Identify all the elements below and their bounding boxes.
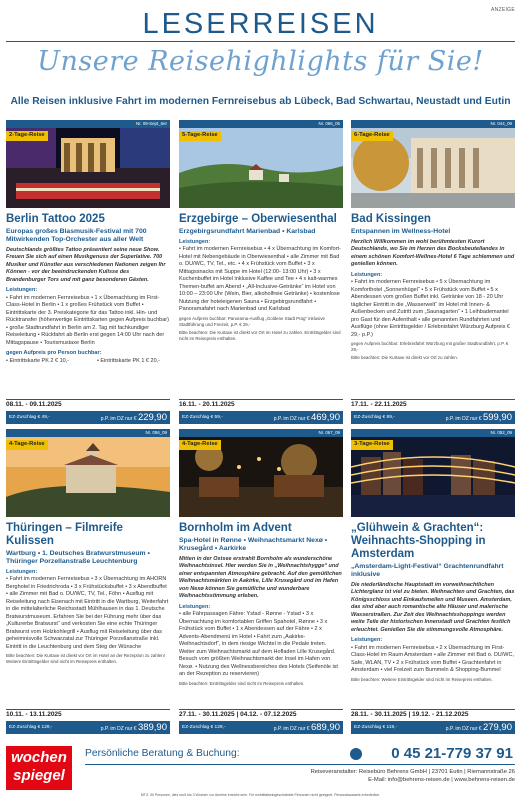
title-divider [6,41,515,42]
notice: Bitte beachten: Die Kurtaxe ist direkt vor Ort im Hotel an der Rezeption zu zahlen! Weitere Eintrittsgelder sind nicht im Reisepreis enthalten. [6,653,165,665]
script-headline: Unsere Reisehighlights für Sie! [37,46,484,77]
price-value: 229,90 [137,412,167,423]
notice: Bitte beachten: Weitere Eintrittsgelder sind nicht im Reisepreis enthalten. [351,676,493,682]
logo-line2: spiegel [13,767,65,784]
price-value: 279,90 [482,722,512,733]
extras: gegen Aufpreis buchbar: Erlebnisfahrt Würzburg mit großer Stadtrundfahrt, p.P. € 29,- [351,341,509,353]
services-label: Leistungen: [6,569,38,575]
organizer-address: Reiseveranstalter: Reisebüro Behrens GmbH | 23701 Eutin | Riemannstraße 26 [310,769,515,775]
travel-card-berlin[interactable] [6,120,170,430]
trip-title: Erzgebirge – Oberwiesenthal [179,213,337,225]
notice: Bitte beachten: Die Kurtaxe ist direkt vor Ort im Hotel zu zahlen. Eintrittsgelder sind nicht im Reisepreis enthalten. [179,329,341,341]
organizer-contact[interactable]: E-Mail: info@behrens-reisen.de | www.behrens-reisen.de [368,777,515,783]
extras-label: gegen Aufpreis pro Person buchbar: [6,350,102,357]
duration-tag: 4-Tage-Reise [6,440,48,450]
travel-dates: 17.11. - 22.11.2025 [351,399,515,408]
trip-number: Nr. 052_09 [351,429,515,437]
subtitle: Alle Reisen inklusive Fahrt im modernen Fernreisebus ab Lübeck, Bad Schwartau, Neustadt und Eutin [10,96,511,107]
booking-bar [85,745,515,765]
services-list: • Fahrt im modernen Fernreisebus • 2 x Übernachtung im First-Class-Hotel im Raum Amsterdam • alle Zimmer mit Bad o. DU/WC, Safe, WLAN, TV • 2 x Frühstück vom Buffet • Grachtenfahrt in Amsterdam • viel Freizeit zum Bummeln & Shopping-Bummel [351,644,514,674]
trip-intro: Deutschlands größtes Tattoo präsentiert seine neue Show. Freuen Sie sich auf einen Musikgenuss der Superlative. 700 Musiker und Künstler aus verschiedenen Nationen zeigen Ihr Können - vor der beeindruckenden Kulisse des Brandenburger Tors und mit ganz besonderen Gästen. [6,247,166,283]
services-list: • Fahrt im modernen Fernreisebus • 4 x Übernachtung im Komfort-Hotel mit Nebengebäude in Oberwiesenthal • alle Zimmer mit Bad o. DU/WC, TV, Tel., etc. • 4 x Frühstück vom Buffet • 3 x Mittagssnacks mit Suppe im Hotel (12:00- 13:00 Uhr) • 3 x Kuchenbuffet im Hotel inklusive Kaffee und Tee • 4 x kalt-warmes Themen-buffet am Abend • „All-Inclusive-Getränke“ im Hotel von 10:00 – 23:00 Uhr (Wein, Bier, alkoholfreie Getränke) • kostenlose Nutzung der hoteleigenen Sauna • Erzgebirgsrundfahrt • Panoramafahrt nach Marienbad und Karlsbad [179,246,341,313]
price-prefix: p.P. im DZ nur € [273,416,310,422]
price-bar [351,721,515,734]
trip-title: Bad Kissingen [351,213,431,225]
price-prefix: p.P. im DZ nur € [100,416,137,422]
price-bar [351,411,515,424]
services-label: Leistungen: [179,603,211,610]
duration-tag: 3-Tage-Reise [351,440,393,450]
price-value: 689,90 [310,722,340,733]
contact-label: Persönliche Beratung & Buchung: [85,748,240,759]
trip-number: Nr. 09-Sept_6er [6,120,170,128]
price-prefix: p.P. im DZ nur € [100,726,137,732]
trip-subtitle: „Amsterdam-Light-Festival“ Grachtenrundfahrt inklusive [351,563,504,578]
travel-dates: 08.11. - 09.11.2025 [6,399,170,408]
services-label: Leistungen: [351,637,383,644]
notice: Bitte beachten: Eintrittsgelder sind nicht im Reisepreis enthalten. [179,680,305,686]
single-supplement: EZ-Zuschlag € 119,- [354,725,398,730]
services-label: Leistungen: [6,287,38,294]
travel-card-bornholm[interactable] [179,429,343,741]
services-list: • Fahrt im modernen Fernreisebus • 5 x Übernachtung im Komforthotel „Sonnenhügel“ • 5 x Frühstück vom Buffet • 5 x Abendessen vom großen Buffet inkl. Getränke von 18 - 20 Uhr täglicher Eintritt in die „Wasserwelt“ im Hotel mit Innen- & Außenbecken und Zutritt zum „Saunagarten“ • 1 Leihbademantel pro Gast für den Aufenthalt • alle genannten Rundfahrten und Ausflüge (ohne Eintrittsgelder / Erlebnisfahrt Würzburg Aufpreis € 29,- p.P.) [351,279,510,338]
erzgebirge-photo [179,128,343,208]
price-value: 469,90 [310,412,340,423]
trip-title: Bornholm im Advent [179,522,292,534]
price-bar [6,721,170,734]
travel-dates: 10.11. - 13.11.2025 [6,709,170,718]
trip-subtitle: Spa-Hotel in Rønne • Weihnachtsmarkt Nexø • Krusegård • Aarkirke [179,537,328,552]
price-value: 599,90 [482,412,512,423]
single-supplement: EZ-Zuschlag € 129,- [182,725,226,730]
price-prefix: p.P. im DZ nur € [445,416,482,422]
trip-number: Nr. 067_09 [179,429,343,437]
trip-intro: Die niederländische Hauptstadt im vorweihnachtlichen Lichterglanz ist viel zu bieten. Weihnachten und Grachten, das Königsschloss und Einkaufsmeilen und Museen. Amsterdam, das sind aber auch romantische alte Häuser und malerische Wasserstraßen. Zur Zeit des Weihnachtsshoppings werden weite Teile der historischen Innenstadt und Grachten festlich erleuchtet. Genießen Sie die stimmungsvolle Atmosphäre. [351,582,515,633]
price-bar [179,411,343,424]
single-supplement: EZ-Zuschlag € 129,- [9,725,53,730]
price-bar [6,411,170,424]
trip-title: „Glühwein & Grachten“: Weihnachts-Shopping in Amsterdam [351,522,486,560]
extra-pk2: • Eintrittskarte PK 2 € 10,- [6,357,70,364]
price-prefix: p.P. im DZ nur € [273,726,310,732]
services-list: • Fahrt im modernen Fernreisebus • 3 x Übernachtung im AHORN Berghotel in Friedrichroda • 3 x Frühstücksbuffet • 3 x Abendbuffet • alle Zimmer mit Bad o. DU/WC, TV, Tel., Föhn • Ausflug mit Reiseleitung nach Eisenach mit Eintritt in die Wartburg, Weiterfahrt in die mittelalterliche Reichsstadt Mühlhausen in das 1. Deutsche Bratwurstmuseum. Erfahren Sie bei der Führung mehr über das „Kulturerbe Bratwurst“ und verkosten Sie eine echte Thüringer Bratwurst vom Holzkohlegrill • Ausflug mit Reiseleitung über das geheimnisvolle Schwarzatal zur Thüringer Porzellanstraße inkl. Eintritt in die Leuchtenburg und dem Steg der Wünsche [6,576,169,650]
bad-kissingen-photo [351,128,515,208]
price-prefix: p.P. im DZ nur € [445,726,482,732]
trip-subtitle: Entspannen im Wellness-Hotel [351,228,451,235]
bornholm-photo [179,437,343,517]
extras: gegen Aufpreis buchbar: Panorama-Ausflug „Goldene Stadt Prag“ inklusive Stadtführung und Freizeit, p.P. € 29,- [179,315,325,327]
trip-number: Nr. 044_09 [351,120,515,128]
phone-icon [350,748,362,760]
notice: Bitte beachten: Die Kurtaxe ist direkt vor Ort zu zahlen. [351,355,458,361]
trip-subtitle: Europas großes Blasmusik-Festival mit 700 Mitwirkenden Top-Orchester aus aller Welt [6,228,147,243]
duration-tag: 5-Tage-Reise [179,131,221,141]
anzeige-label: ANZEIGE [490,7,515,13]
trip-title: Berlin Tattoo 2025 [6,213,105,225]
travel-dates: 16.11. - 20.11.2025 [179,399,343,408]
organizer-info [311,768,515,784]
single-supplement: EZ-Zuschlag € 89,- [354,415,395,420]
services-label: Leistungen: [351,271,383,278]
fine-print: MTZ: 30 Personen, dies muß bis 3 Wochen vor Anreise erreicht sein. Für mobilitätseingeschränkte Personen nicht geeignet. Personalausweis erforderlich. [140,793,381,797]
wochenspiegel-logo [6,746,72,790]
travel-dates: 27.11. - 30.11.2025 | 04.12. - 07.12.2025 [179,709,343,718]
services-list: • Fahrt im modernen Fernreisebus • 1 x Übernachtung im First-Class-Hotel in Berlin • 1 x großes Frühstück vom Buffet • Eintrittskarte der 3. Preiskategorie für das Tattoo inkl. Hin- und Rücktransfer (höherwertige Eintrittskarten gegen Aufpreis buchbar) • große Stadtrundfahrt in Berlin am 2. Tag mit fachkundiger Reiseleitung • Rückfahrt ab Berlin erst gegen 14:00 Uhr nach der Mittagspause • Tourismustaxe Berlin [6,294,169,346]
trip-intro: Mitten in der Ostsee erstrahlt Bornholm als wunderschöne Weihnachtsinsel. Hier werden Sie in „Weihnachtshygge“ und einer entspannten Atmosphäre gebracht. Auf den gemütlichen Weihnachtsmärkten in Aakirke, Lille Krusegård und im Hafen von Nexø können Sie gemütliche und wunderbare Weihnachtsstimmung erleben. [179,556,342,600]
trip-subtitle: Erzgebirgsrundfahrt Marienbad • Karlsbad [179,228,316,235]
amsterdam-photo [351,437,515,517]
price-bar [179,721,343,734]
price-value: 389,90 [137,722,167,733]
logo-line1: wochen [11,749,67,766]
wartburg-photo [6,437,170,517]
trip-title: Thüringen – Filmreife Kulissen [6,522,123,547]
duration-tag: 4-Tage-Reise [179,440,221,450]
travel-dates: 28.11. - 30.11.2025 | 19.12. - 21.12.2025 [351,709,515,718]
duration-tag: 2-Tage-Reise [6,131,48,141]
page-title: LESERREISEN [142,8,379,40]
trip-number: Nr. 056_09 [6,429,170,437]
duration-tag: 6-Tage-Reise [351,131,393,141]
trip-number: Nr. 066_05 [179,120,343,128]
trip-subtitle: Wartburg • 1. Deutsches Bratwurstmuseum • Thüringer Porzellanstraße Leuchtenburg [6,550,150,565]
single-supplement: EZ-Zuschlag € 59,- [182,415,223,420]
travel-card-bad-kissingen[interactable] [351,120,515,430]
extra-pk1: • Eintrittskarte PK 1 € 20,- [96,357,160,364]
services-list: • alle Fährpassagen Fähre: Ystad - Rønne - Ystad • 3 x Übernachtung im komfortablen Griffen Spahotel, Rønne • 3 x Frühstück vom Buffet • 1 x Abendessen auf der Fähre • 2 x Advents-Abendmenü im Hotel • Fahrt zum „Aakirke-Weihnachtsdorf“, in dem riesige Wichtel in die Pedale treten. Weiter zum Weihnachtsmarkt auf dem Hofladen Lille Krusegård. Besuch vom größten Weihnachtsmarkt der Insel im Hafen von Nexø. • Nutzung des Wellnessbereiches des Hotels (Seifenöle ist an der Rezeption zu reservieren) [179,611,338,678]
services-label: Leistungen: [179,239,211,245]
berlin-photo [6,128,170,208]
single-supplement: EZ-Zuschlag € 49,- [9,415,50,420]
trip-intro: Herzlich Willkommen im wohl berühmtesten Kurort Deutschlands, wo Sie im Herzen des Bocksbeutellandes in einem schönen Komfort-Wellnes-Hotel 6 Tage schlemmen und genießen können. [351,239,515,268]
travel-card-thueringen[interactable] [6,429,170,741]
phone-number[interactable]: 0 45 21-779 37 91 [391,745,513,762]
travel-card-erzgebirge[interactable] [179,120,343,430]
travel-card-amsterdam[interactable] [351,429,515,741]
